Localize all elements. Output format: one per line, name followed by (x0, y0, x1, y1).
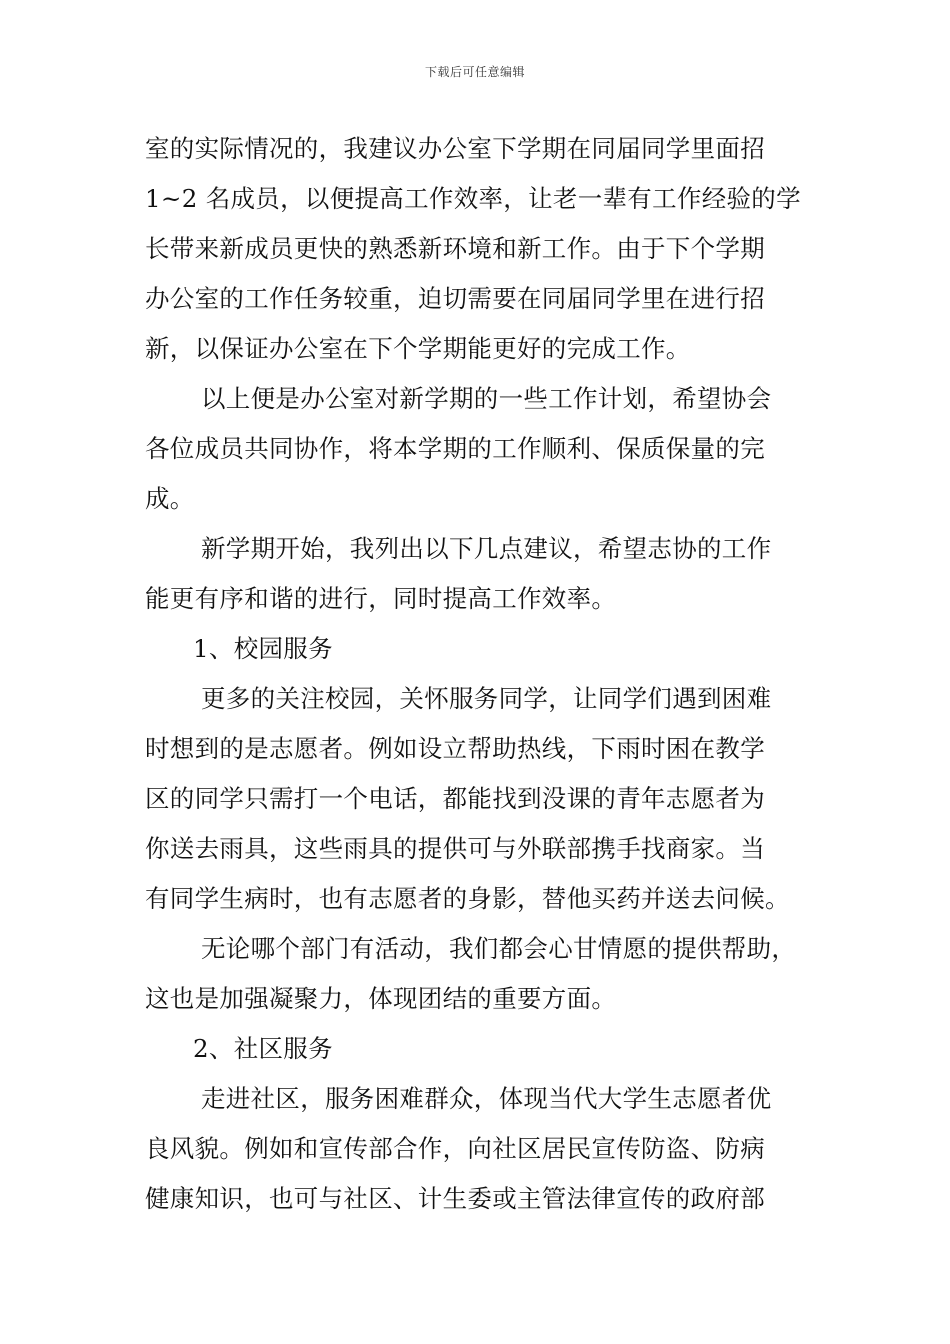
text-line: 时想到的是志愿者。例如设立帮助热线，下雨时困在教学 (145, 734, 765, 763)
text-line: 健康知识，也可与社区、计生委或主管法律宣传的政府部 (145, 1184, 765, 1213)
text-line: 有同学生病时，也有志愿者的身影，替他买药并送去问候。 (145, 884, 790, 913)
text-line: 能更有序和谐的进行，同时提高工作效率。 (145, 584, 617, 613)
text-line: 各位成员共同协作，将本学期的工作顺利、保质保量的完 (145, 434, 765, 463)
paragraph-start: 新学期开始，我列出以下几点建议，希望志协的工作 (201, 534, 772, 563)
paragraph-start: 走进社区，服务困难群众，体现当代大学生志愿者优 (201, 1084, 772, 1113)
text-line: 这也是加强凝聚力，体现团结的重要方面。 (145, 984, 617, 1013)
text-line: 新，以保证办公室在下个学期能更好的完成工作。 (145, 334, 691, 363)
text-line: 成。 (145, 484, 195, 513)
text-line: 1~2 名成员，以便提高工作效率，让老一辈有工作经验的学 (145, 184, 801, 213)
page-header-note: 下载后可任意编辑 (424, 65, 525, 79)
paragraph-start: 无论哪个部门有活动，我们都会心甘情愿的提供帮助， (201, 934, 797, 963)
document-body (145, 124, 825, 1224)
paragraph-start: 更多的关注校园，关怀服务同学，让同学们遇到困难 (201, 684, 772, 713)
section-heading-community-service: 2、社区服务 (193, 1034, 333, 1063)
text-line: 区的同学只需打一个电话，都能找到没课的青年志愿者为 (145, 784, 765, 813)
paragraph-start: 以上便是办公室对新学期的一些工作计划，希望协会 (201, 384, 772, 413)
text-line: 长带来新成员更快的熟悉新环境和新工作。由于下个学期 (145, 234, 765, 263)
text-line: 良风貌。例如和宣传部合作，向社区居民宣传防盗、防病 (145, 1134, 765, 1163)
section-heading-campus-service: 1、校园服务 (193, 634, 333, 663)
text-line: 室的实际情况的，我建议办公室下学期在同届同学里面招 (145, 134, 765, 163)
text-line: 你送去雨具，这些雨具的提供可与外联部携手找商家。当 (145, 834, 765, 863)
text-line: 办公室的工作任务较重，迫切需要在同届同学里在进行招 (145, 284, 765, 313)
